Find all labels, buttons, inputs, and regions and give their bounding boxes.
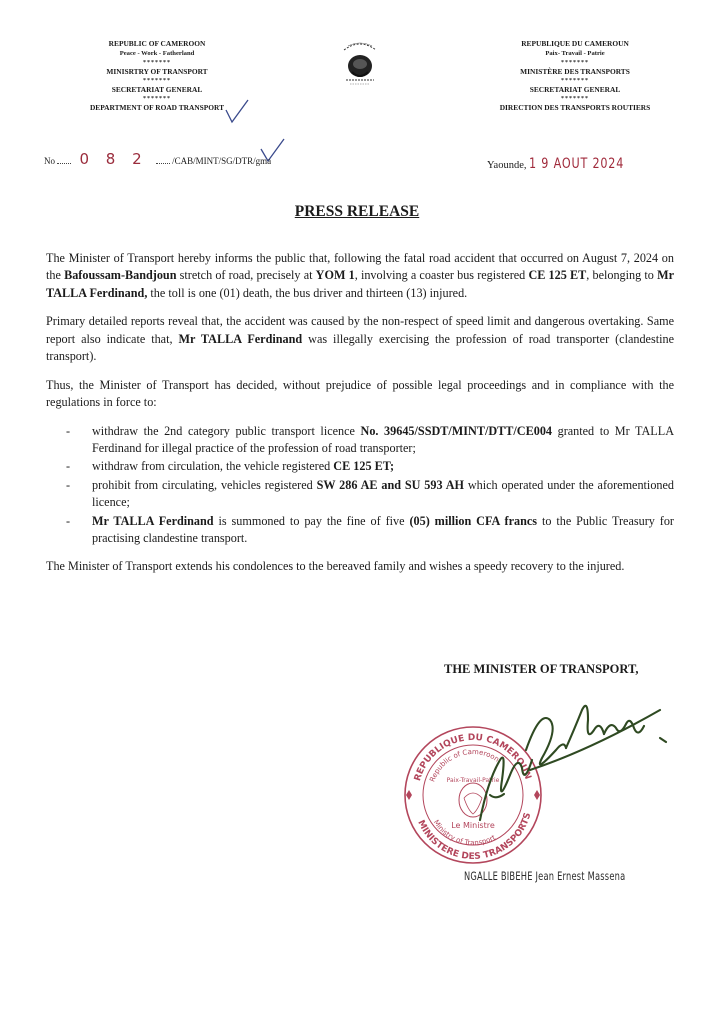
reference-number	[44, 150, 271, 168]
dotted-line	[156, 163, 170, 164]
department-fr: DIRECTION DES TRANSPORTS ROUTIERS	[499, 103, 651, 113]
handwritten-checkmark-icon	[222, 98, 252, 128]
reference-suffix: /CAB/MINT/SG/DTR/gma	[172, 156, 272, 166]
date-line	[487, 156, 648, 172]
separator-stars: *******	[143, 95, 171, 102]
seal-motto: Paix-Travail-Patrie	[446, 777, 500, 784]
secretariat-en: SECRETARIAT GENERAL	[111, 85, 203, 95]
motto-fr: Paix- Travail - Patrie	[545, 50, 605, 58]
date-place: Yaounde,	[487, 160, 527, 171]
date-stamp: 1 9 AOUT 2024	[529, 156, 625, 172]
bold-text-run: No. 39645/SSDT/MINT/DTT/CE004	[360, 423, 553, 438]
bold-text-run: Mr TALLA Ferdinand	[178, 331, 303, 346]
signatory-title: THE MINISTER OF TRANSPORT,	[444, 662, 639, 676]
dotted-line	[57, 163, 71, 164]
text-run: which operated under the aforementioned licence;	[92, 477, 675, 510]
list-item	[46, 477, 674, 512]
signatory-name: NGALLE BIBEHE Jean Ernest Massena	[464, 869, 626, 883]
separator-stars: *******	[143, 77, 171, 84]
bold-text-run: Mr TALLA Ferdinand,	[46, 268, 674, 300]
list-item	[46, 513, 674, 548]
country-name-en: REPUBLIC OF CAMEROON	[108, 39, 206, 48]
handwritten-signature-icon	[470, 690, 675, 835]
text-run: the toll is one (01) death, the bus driver and thirteen (13) injured.	[147, 285, 468, 300]
separator-stars: *******	[143, 59, 171, 66]
secretariat-fr: SECRETARIAT GENERAL	[529, 85, 621, 95]
reference-prefix: No	[44, 156, 55, 166]
text-run: Primary detailed reports reveal that, the accident was caused by the non-respect of speed limit and dangerous overtaking. Same report also indicate that,	[46, 314, 674, 346]
bold-text-run: Bafoussam-Bandjoun	[64, 268, 177, 283]
text-run: , involving a coaster bus registered	[354, 268, 529, 283]
seal-bottom-inner-text: Ministry of Transport	[431, 818, 497, 848]
text-run: The Minister of Transport extends his condolences to the bereaved family and wishes a speedy recovery to the injured.	[46, 558, 625, 573]
paragraph-4	[46, 558, 674, 575]
bold-text-run: CE 125 ET;	[333, 459, 395, 474]
decision-list	[46, 423, 674, 548]
seal-center-text: Le Ministre	[451, 821, 495, 830]
separator-stars: *******	[561, 59, 589, 66]
text-run: was illegally exercising the profession of road transporter (clandestine transport).	[46, 331, 674, 364]
separator-stars: *******	[561, 95, 589, 102]
text-run: withdraw from circulation, the vehicle registered	[92, 459, 334, 474]
paragraph-3	[46, 377, 674, 412]
bold-text-run: YOM 1	[315, 268, 355, 283]
text-run: to the Public Treasury for practising clandestine transport.	[92, 513, 674, 546]
ministry-name-fr: MINISTÈRE DES TRANSPORTS	[520, 67, 630, 77]
motto-en: Peace - Work - Fatherland	[119, 50, 195, 58]
text-run: granted to Mr TALLA Ferdinand for illegal practice of the profession of road transporter;	[92, 423, 675, 455]
text-run: Thus, the Minister of Transport has decided, without prejudice of possible legal proceedings and in compliance with the regulations in force to:	[46, 377, 674, 410]
text-run: withdraw the 2nd category public transport licence	[92, 423, 361, 438]
department-en: DEPARTMENT OF ROAD TRANSPORT	[89, 103, 225, 113]
text-run: , belonging to	[586, 268, 658, 283]
bold-text-run: CE 125 ET	[528, 268, 587, 283]
bold-text-run: SW 286 AE and SU 593 AH	[316, 477, 464, 492]
release-body	[46, 250, 674, 586]
header-right	[470, 38, 680, 114]
cameroon-coat-of-arms-icon	[330, 36, 390, 91]
separator-stars: *******	[561, 77, 589, 84]
seal-outer-text: REPUBLIQUE DU CAMEROUN	[412, 732, 533, 783]
text-run: is summoned to pay the fine of five	[213, 513, 410, 528]
bold-text-run: (05) million CFA francs	[409, 513, 538, 528]
paragraph-2	[46, 313, 674, 365]
country-name-fr: REPUBLIQUE DU CAMEROUN	[521, 39, 629, 48]
page-title: PRESS RELEASE	[294, 203, 420, 220]
ministry-name-en: MINISRTRY OF TRANSPORT	[106, 67, 208, 77]
bold-text-run: Mr TALLA Ferdinand	[92, 513, 214, 528]
text-run: The Minister of Transport hereby informs the public that, following the fatal road accident that occurred on August 7, 2024 on the	[46, 251, 674, 283]
seal-bottom-outer-text: MINISTERE DES TRANSPORTS	[415, 811, 534, 863]
list-item	[46, 458, 674, 475]
text-run: prohibit from circulating, vehicles registered	[92, 477, 317, 492]
reference-stamp-number: 0 8 2	[79, 150, 148, 168]
seal-inner-text: Republic of Cameroon	[428, 747, 501, 784]
paragraph-1	[46, 250, 674, 302]
text-run: stretch of road, precisely at	[176, 268, 316, 283]
list-item	[46, 423, 674, 458]
